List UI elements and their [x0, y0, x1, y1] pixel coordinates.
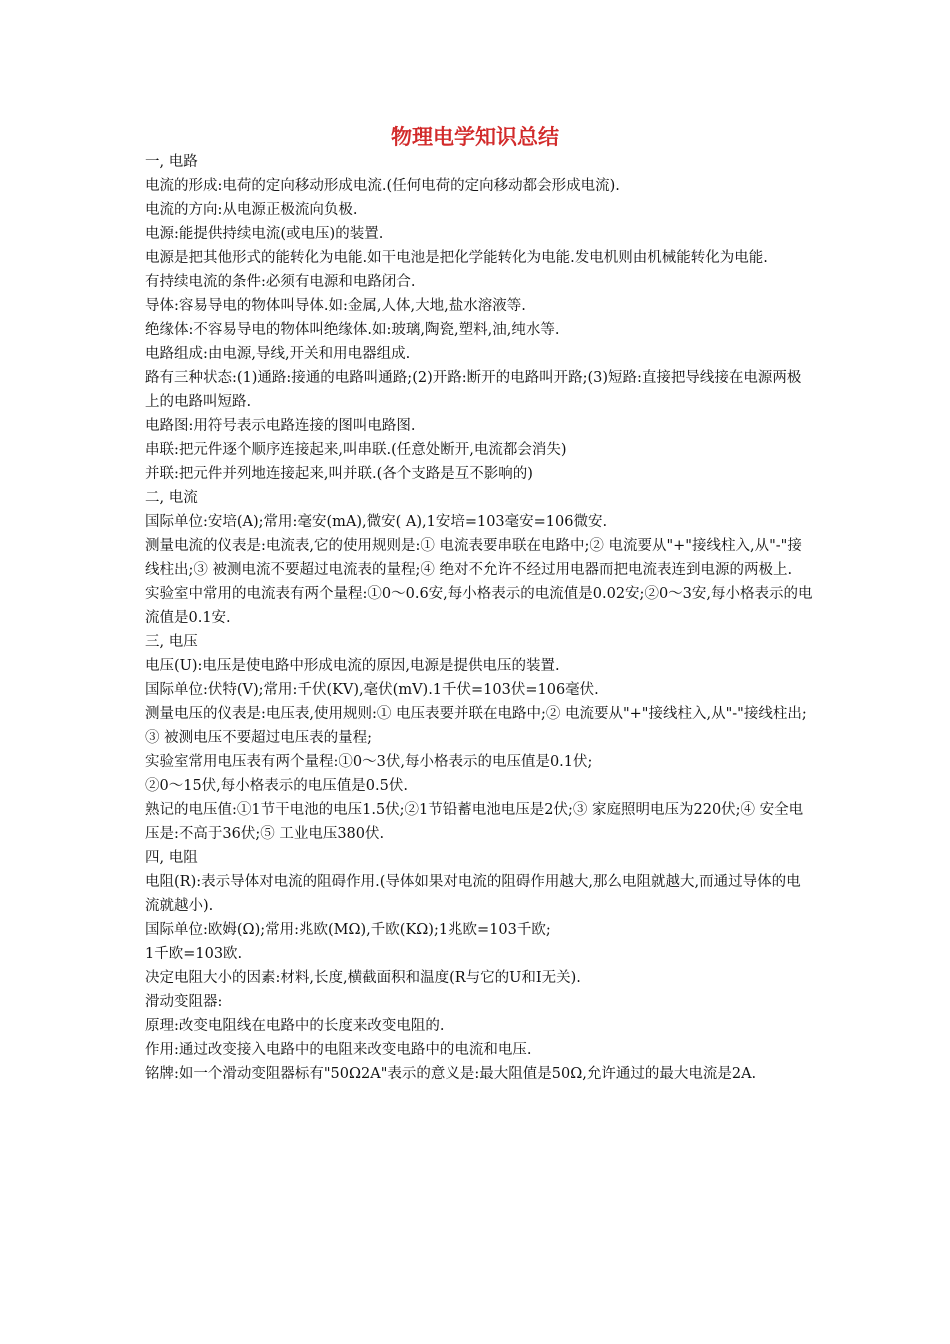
paragraph: 电压(U):电压是使电路中形成电流的原因,电源是提供电压的装置.	[145, 658, 560, 674]
section-heading-voltage: 三, 电压	[145, 634, 198, 650]
paragraph: 实验室常用电压表有两个量程:①0～3伏,每小格表示的电压值是0.1伏;	[145, 754, 593, 770]
paragraph: 电流的方向:从电源正极流向负极.	[145, 202, 358, 218]
paragraph: 电阻(R):表示导体对电流的阻碍作用.(导体如果对电流的阻碍作用越大,那么电阻就越大,而通过导体的电流就越小).	[145, 874, 801, 914]
paragraph: 实验室中常用的电流表有两个量程:①0～0.6安,每小格表示的电流值是0.02安;②0～3安,每小格表示的电流值是0.1安.	[145, 586, 813, 626]
paragraph: 决定电阻大小的因素:材料,长度,横截面积和温度(R与它的U和I无关).	[145, 970, 581, 986]
paragraph: 国际单位:伏特(V);常用:千伏(KV),毫伏(mV).1千伏=103伏=106毫伏.	[145, 682, 599, 698]
paragraph: 1千欧=103欧.	[145, 946, 243, 962]
paragraph: 并联:把元件并列地连接起来,叫并联.(各个支路是互不影响的)	[145, 466, 533, 482]
paragraph: 电流的形成:电荷的定向移动形成电流.(任何电荷的定向移动都会形成电流).	[145, 178, 620, 194]
paragraph: 有持续电流的条件:必须有电源和电路闭合.	[145, 274, 416, 290]
paragraph: 国际单位:安培(A);常用:毫安(mA),微安( A),1安培=103毫安=106微安.	[145, 514, 608, 530]
paragraph: 国际单位:欧姆(Ω);常用:兆欧(MΩ),千欧(KΩ);1兆欧=103千欧;	[145, 922, 551, 938]
paragraph: 铭牌:如一个滑动变阻器标有"50Ω2A"表示的意义是:最大阻值是50Ω,允许通过的最大电流是2A.	[145, 1066, 757, 1082]
paragraph: 原理:改变电阻线在电路中的长度来改变电阻的.	[145, 1018, 445, 1034]
paragraph: 滑动变阻器:	[145, 994, 223, 1010]
paragraph: 测量电流的仪表是:电流表,它的使用规则是:① 电流表要串联在电路中;② 电流要从"+"接线柱入,从"-"接线柱出;③ 被测电流不要超过电流表的量程;④ 绝对不允许不经过用电器而把电流表连到电源的两极上.	[145, 538, 802, 578]
section-heading-current: 二, 电流	[145, 490, 198, 506]
document-title: 物理电学知识总结	[391, 124, 559, 149]
paragraph: 绝缘体:不容易导电的物体叫绝缘体.如:玻璃,陶瓷,塑料,油,纯水等.	[145, 322, 560, 338]
paragraph: 电路组成:由电源,导线,开关和用电器组成.	[145, 346, 411, 362]
section-heading-circuit: 一, 电路	[145, 154, 198, 170]
paragraph: 导体:容易导电的物体叫导体.如:金属,人体,大地,盐水溶液等.	[145, 298, 526, 314]
paragraph: 路有三种状态:(1)通路:接通的电路叫通路;(2)开路:断开的电路叫开路;(3)短路:直接把导线接在电源两极上的电路叫短路.	[145, 370, 802, 410]
document-body	[145, 150, 815, 1086]
paragraph: 熟记的电压值:①1节干电池的电压1.5伏;②1节铅蓄电池电压是2伏;③ 家庭照明电压为220伏;④ 安全电压是:不高于36伏;⑤ 工业电压380伏.	[145, 802, 804, 842]
paragraph: 串联:把元件逐个顺序连接起来,叫串联.(任意处断开,电流都会消失)	[145, 442, 567, 458]
paragraph: 测量电压的仪表是:电压表,使用规则:① 电压表要并联在电路中;② 电流要从"+"接线柱入,从"-"接线柱出;③ 被测电压不要超过电压表的量程;	[145, 706, 807, 746]
paragraph: 电源是把其他形式的能转化为电能.如干电池是把化学能转化为电能.发电机则由机械能转化为电能.	[145, 250, 768, 266]
paragraph: 作用:通过改变接入电路中的电阻来改变电路中的电流和电压.	[145, 1042, 532, 1058]
paragraph: ②0～15伏,每小格表示的电压值是0.5伏.	[145, 778, 408, 794]
section-heading-resistance: 四, 电阻	[145, 850, 198, 866]
paragraph: 电源:能提供持续电流(或电压)的装置.	[145, 226, 384, 242]
paragraph: 电路图:用符号表示电路连接的图叫电路图.	[145, 418, 416, 434]
